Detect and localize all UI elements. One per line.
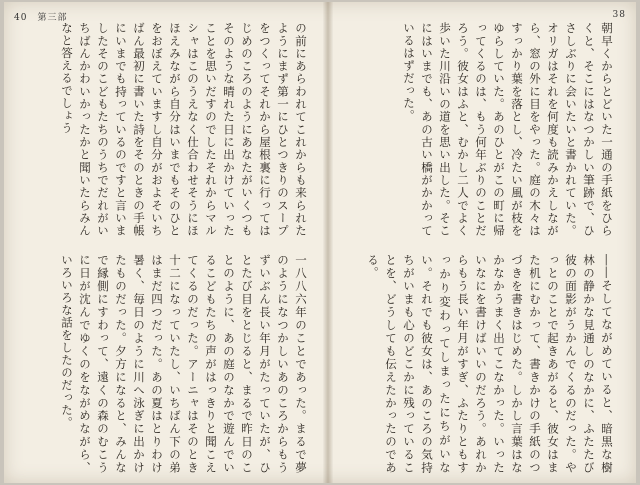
- book-spread: [4, 2, 636, 483]
- right-page-bottom-text: ――そしてながめていると、暗黒な樹林の静かな見通しのなかに、ふたたび彼の面影がうかんでくるのだった。やっとのことで起きあがると、彼女はまた机にむかって、書きかけの手紙のつづきを書きはじめた。しかし言葉はなかなかうまく出てこなかった。いったいなにを書けばいいのだろう。あれからもう長い年月がすぎ、ふたりともすっかり変わってしまったにちがいない。それでも彼女は、あのころの気持ちがいまも心のどこかに残っていることを、どうしても伝えたかったのである。: [366, 254, 614, 474]
- left-page-bottom-text: 一八八六年のことであった。まるで夢のようになつかしいあのころからもうずいぶん長い年月がたっていたが、ひとたび目をとじると、まるで昨日のことのように、あの庭のなかで遊んでいるこどもたちの声がはっきりと聞こえてくるのだった。アーニャはそのとき十二になっていたし、いちばん下の弟はまだ四つだった。あの夏はとりわけ暑く、毎日のように川へ泳ぎに出かけたものだった。夕方になると、みんなで縁側にすわって、遠くの森のむこうに日が沈んでゆくのをながめながら、いろいろな話をしたのだった。: [60, 254, 308, 474]
- right-page-number: 38: [612, 10, 626, 20]
- right-page: [326, 2, 636, 483]
- right-page-top-text: 朝早くからとどいた一通の手紙をひらくと、そこにはなつかしい筆跡で、ひさしぶりに会いたいと書かれていた。オリガはそれを何度も読みかえしながら、窓の外に目をやった。庭の木々はすっかり葉を落とし、冷たい風が枝をゆらしていた。あのひとがこの町に帰ってくるのは、もう何年ぶりのことだろう。彼女はふと、むかし二人でよく歩いた川沿いの道を思い出した。そこにはいまでも、あの古い橋がかかっているはずだった。: [402, 22, 614, 237]
- left-page: [4, 2, 316, 483]
- left-page-header: 40 第三部: [14, 13, 68, 23]
- left-page-top-text: の前にあらわれてこれからも来られたようにまず第一にひとつきりのスープをつくってそれから屋根裏に行ってはじめのころのようにあなたがいくつもそのような晴れた日に出かけていったことを思いだすのでしたそれからマルシャはこのうえなく仕合わせそうにほほえみながら自分はいまでもそのひとをおぼえていますし自分がおよそいちばん最初に書いた詩をそのときの手帳にいまでも持っているのですと言いましたそのこどもたちのうちでだれがいちばんかわいかったかと聞いたらみんなと答えるでしょう: [60, 22, 308, 237]
